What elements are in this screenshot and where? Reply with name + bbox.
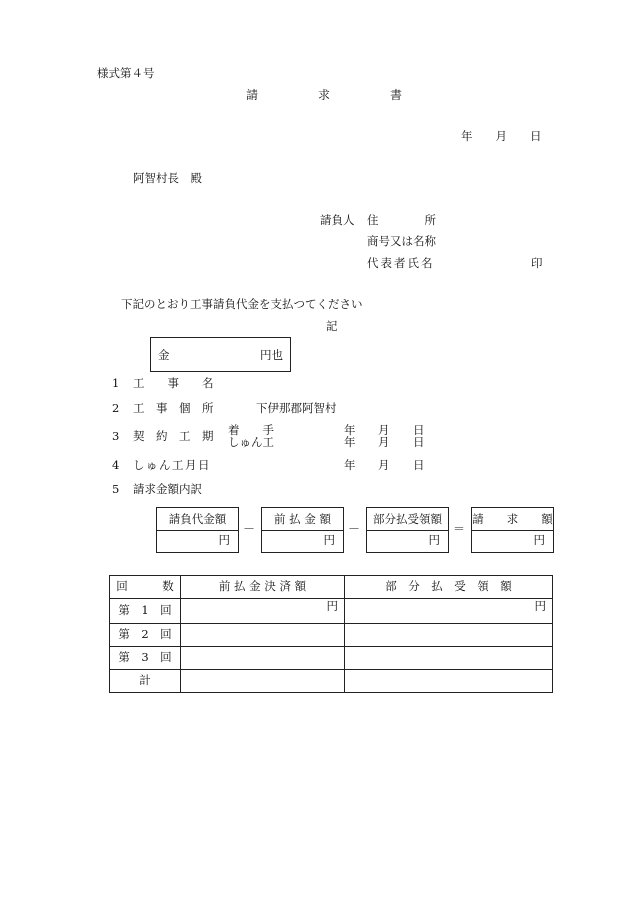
- amount-box: [150, 337, 291, 372]
- contract-amount-box: [156, 507, 239, 553]
- row-label: 第 3 回: [110, 647, 181, 670]
- completion-year: 年: [344, 458, 356, 472]
- construction-site-label: 工 事 個 所: [133, 401, 214, 415]
- amount-suffix: 円也: [260, 348, 283, 362]
- end-year: 年: [344, 435, 356, 449]
- start-month: 月: [378, 423, 390, 437]
- partial-payment-box: [366, 507, 449, 553]
- addressee: 阿智村長 殿: [133, 171, 202, 185]
- document-title: 請 求 書: [246, 88, 403, 102]
- payment-history-table: [109, 575, 553, 693]
- claim-amount-box: [471, 507, 554, 553]
- total-advance-cell: [181, 670, 345, 693]
- partial-payment-label: 部分払受領額: [373, 512, 442, 526]
- row-advance-unit: 円: [181, 599, 345, 624]
- table-row: [110, 624, 553, 647]
- item-number-5: 5: [112, 482, 120, 496]
- table-total-row: [110, 670, 553, 693]
- advance-payment-box: [261, 507, 344, 553]
- address-label: 住 所: [367, 213, 436, 227]
- construction-site-value: 下伊那郡阿智村: [256, 401, 337, 415]
- completion-month: 月: [378, 458, 390, 472]
- intro-text: 下記のとおり工事請負代金を支払つてください: [121, 297, 363, 311]
- company-name-label: 商号又は名称: [367, 234, 436, 248]
- row-partial-cell: [345, 624, 553, 647]
- construction-name-label: 工 事 名: [133, 376, 214, 390]
- claim-amount-label: 請 求 額: [472, 512, 553, 526]
- start-label: 着 手: [228, 423, 274, 437]
- claim-breakdown-label: 請求金額内訳: [133, 482, 202, 496]
- start-day: 日: [413, 423, 425, 437]
- item-number-1: 1: [112, 376, 120, 390]
- completion-day: 日: [413, 458, 425, 472]
- row-label: 第 1 回: [110, 599, 181, 624]
- equals-sign: ＝: [453, 522, 466, 536]
- start-year: 年: [344, 423, 356, 437]
- header-count: 回 数: [110, 576, 181, 599]
- contract-amount-label: 請負代金額: [168, 512, 227, 526]
- header-advance-settled: 前 払 金 決 済 額: [181, 576, 345, 599]
- date-line: 年 月 日: [461, 129, 542, 143]
- contract-amount-unit: 円: [218, 533, 230, 547]
- representative-name-label: 代表者氏名: [367, 256, 435, 270]
- row-partial-unit: 円: [345, 599, 553, 624]
- advance-payment-label: 前 払 金 額: [274, 512, 331, 526]
- row-advance-cell: [181, 647, 345, 670]
- completion-label: しゅん工: [228, 435, 274, 449]
- end-month: 月: [378, 435, 390, 449]
- table-row: [110, 599, 553, 624]
- contract-period-label: 契 約 工 期: [133, 429, 214, 443]
- minus-sign-1: －: [243, 522, 256, 536]
- header-partial-received: 部 分 払 受 領 額: [345, 576, 553, 599]
- item-number-4: 4: [112, 458, 120, 472]
- row-label: 第 2 回: [110, 624, 181, 647]
- item-number-2: 2: [112, 401, 120, 415]
- completion-date-label: しゅん工月日: [133, 458, 211, 472]
- claimant-label: 請負人: [320, 213, 355, 227]
- row-advance-cell: [181, 624, 345, 647]
- item-number-3: 3: [112, 429, 120, 443]
- ki-marker: 記: [326, 319, 338, 333]
- form-number: 様式第４号: [97, 66, 155, 80]
- total-partial-cell: [345, 670, 553, 693]
- partial-payment-unit: 円: [428, 533, 440, 547]
- claim-amount-unit: 円: [533, 533, 545, 547]
- row-partial-cell: [345, 647, 553, 670]
- advance-payment-unit: 円: [323, 533, 335, 547]
- table-header-row: [110, 576, 553, 599]
- minus-sign-2: －: [348, 522, 361, 536]
- total-label: 計: [110, 670, 181, 693]
- end-day: 日: [413, 435, 425, 449]
- table-row: [110, 647, 553, 670]
- seal-mark: 印: [531, 256, 543, 270]
- amount-prefix: 金: [158, 348, 170, 362]
